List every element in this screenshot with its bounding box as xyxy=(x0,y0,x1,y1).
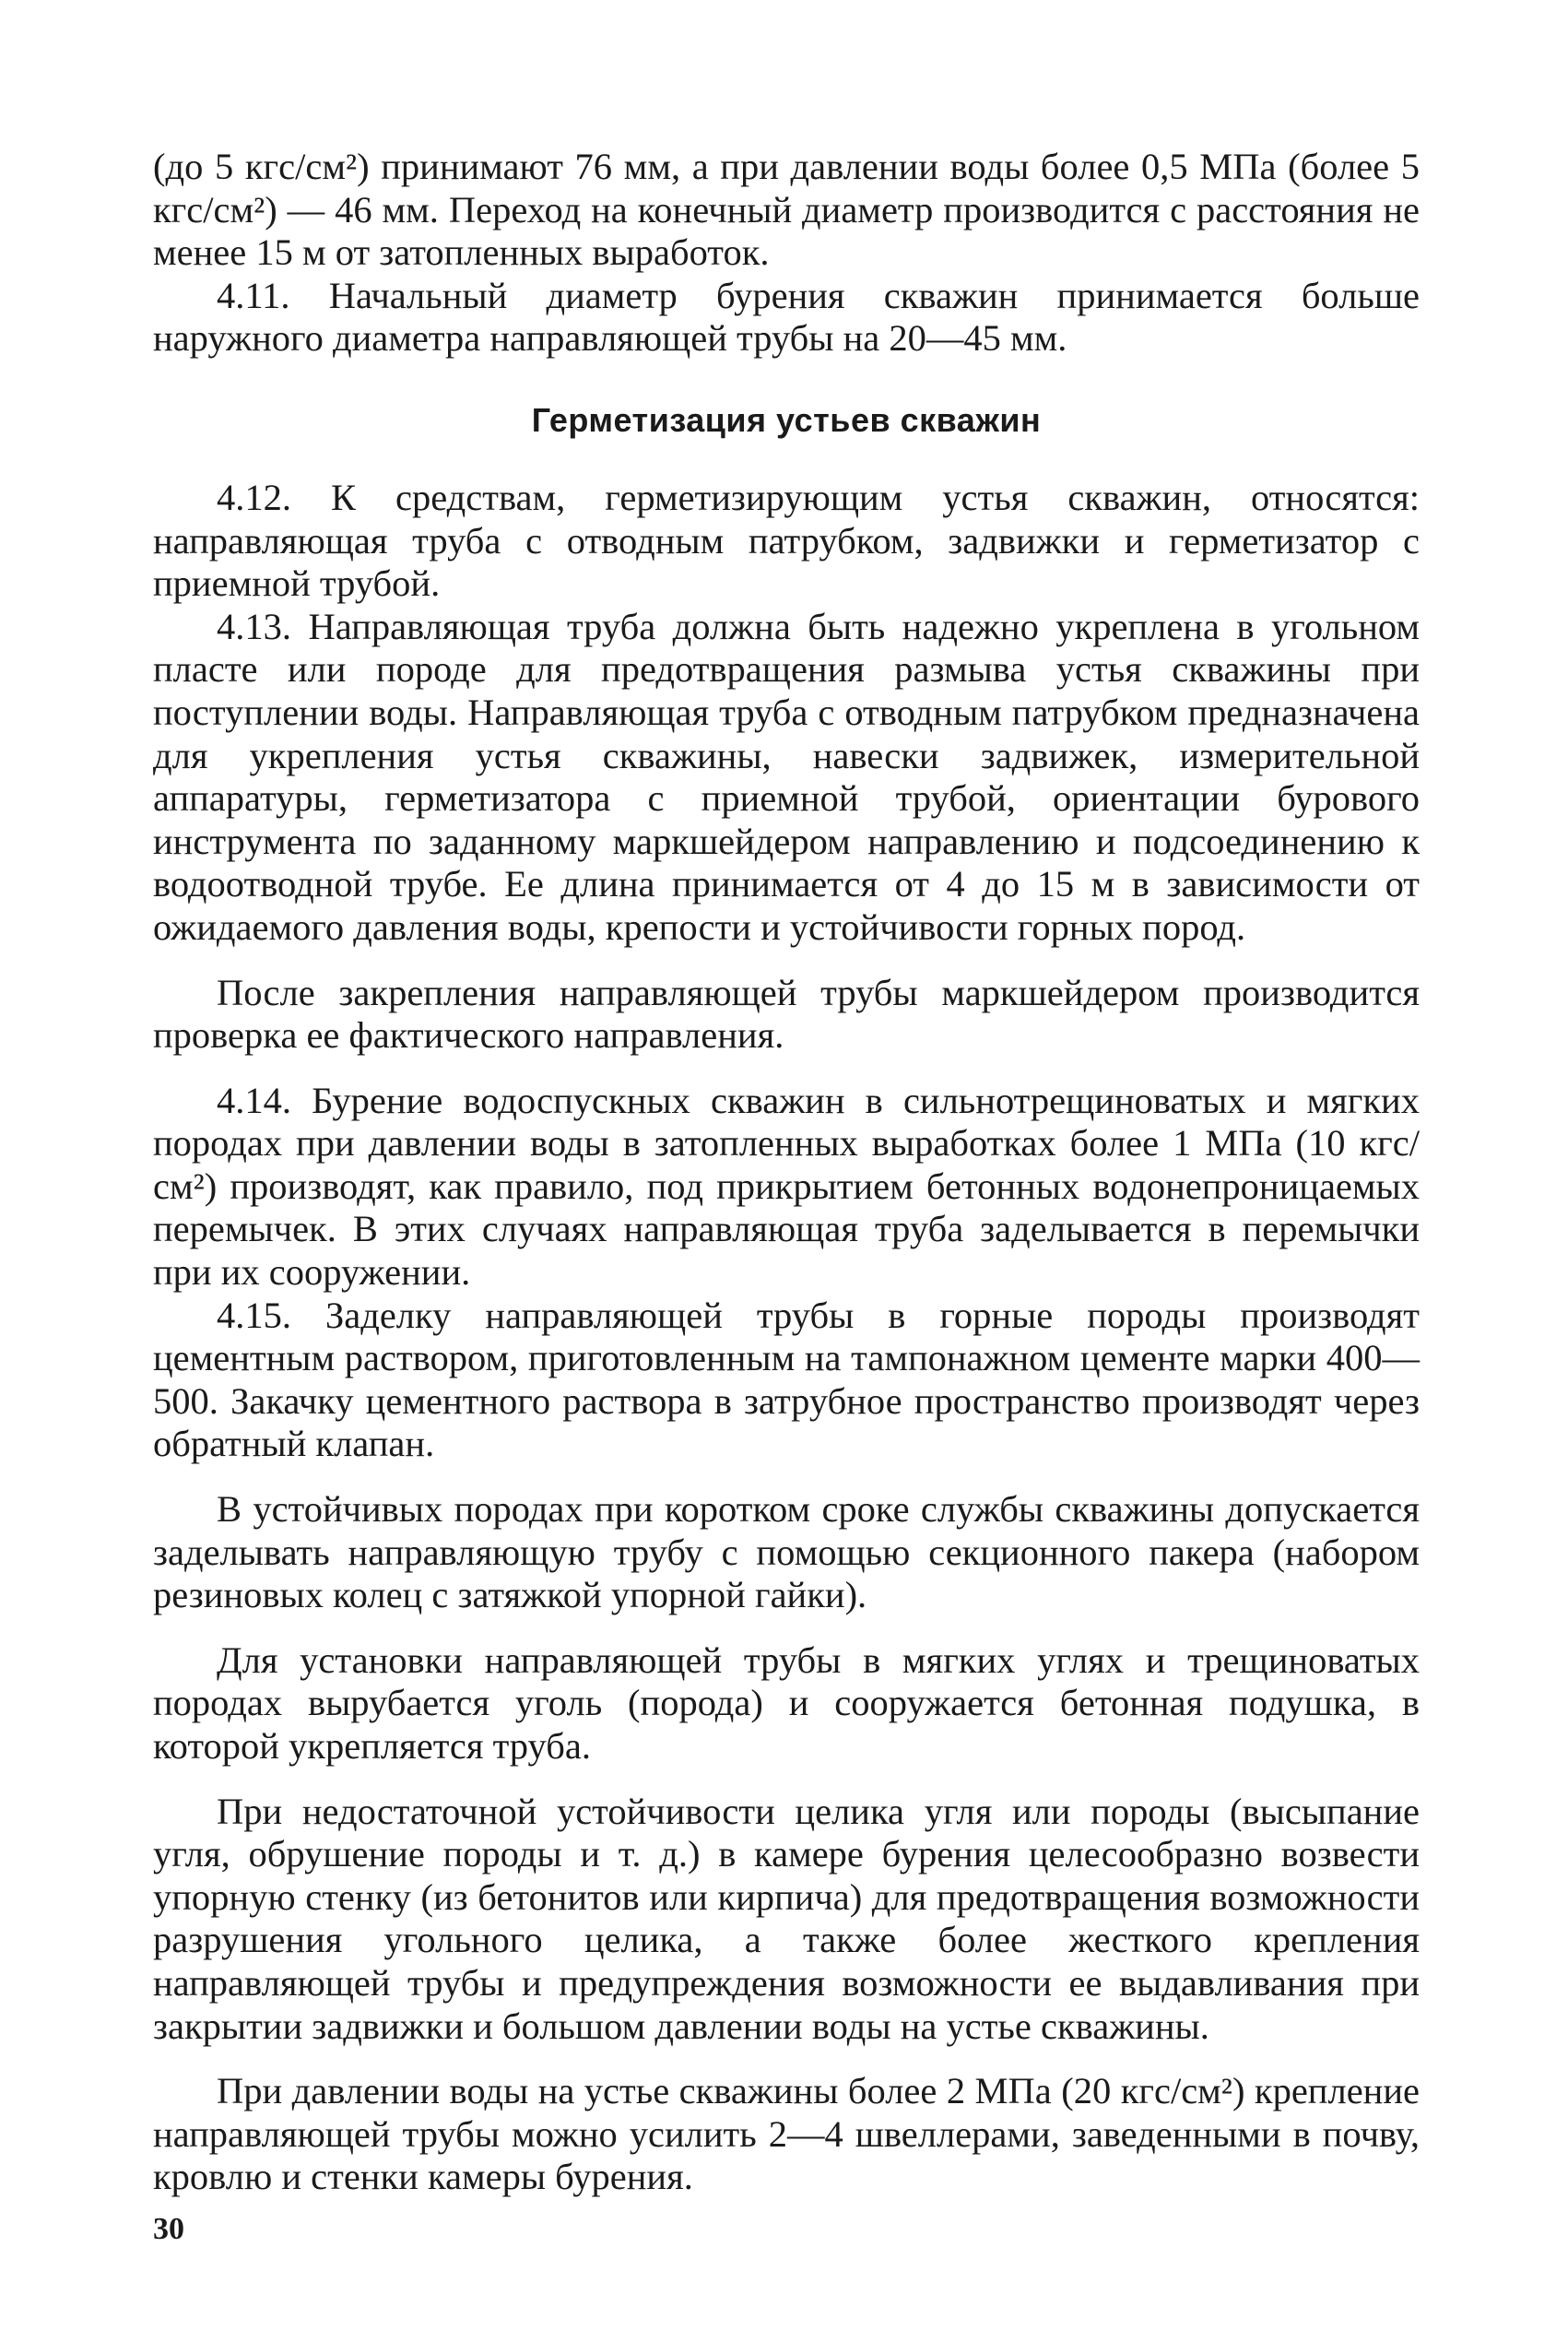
paragraph-continuation: (до 5 кгс/см²) принимают 76 мм, а при давлении воды более 0,5 МПа (более 5 кгс/см²) — 46 мм. Переход на конечный диаметр производится с расстояния не менее 15 м от затопленных выработок. xyxy=(153,146,1420,274)
paragraph-soft-coals: Для установки направляющей трубы в мягких углях и трещиноватых породах вырубается уголь (порода) и сооружается бетонная подушка, в которой укрепляется труба. xyxy=(153,1638,1420,1767)
paragraph-after-fixing: После закрепления направляющей трубы маркшейдером производится проверка ее фактического направления. xyxy=(153,971,1420,1057)
page-number: 30 xyxy=(153,2212,184,2246)
paragraph-4-14: 4.14. Бурение водоспускных скважин в сильнотрещиноватых и мягких породах при давлении воды в затопленных выработках более 1 МПа (10 кгс/см²) производят, как правило, под прикрытием бетонных водонепроницаемых перемычек. В этих случаях направляющая труба заделывается в перемычки при их сооружении. xyxy=(153,1079,1420,1294)
paragraph-4-13: 4.13. Направляющая труба должна быть надежно укреплена в угольном пласте или породе для предотвращения размыва устья скважины при поступлении воды. Направляющая труба с отводным патрубком предназначена для укрепления устья скважины, навески задвижек, измерительной аппаратуры, герметизатора с приемной трубой, ориентации бурового инструмента по заданному маркшейдером направлению и подсоединению к водоотводной трубе. Ее длина принимается от 4 до 15 м в зависимости от ожидаемого давления воды, крепости и устойчивости горных пород. xyxy=(153,605,1420,948)
paragraph-4-11: 4.11. Начальный диаметр бурения скважин принимается больше наружного диаметра направляющей трубы на 20—45 мм. xyxy=(153,274,1420,360)
paragraph-4-12: 4.12. К средствам, герметизирующим устья скважин, относятся: направляющая труба с отводным патрубком, задвижки и герметизатор с приемной трубой. xyxy=(153,476,1420,605)
paragraph-stable-rocks: В устойчивых породах при коротком сроке службы скважины допускается заделывать направляющую трубу с помощью секционного пакера (набором резиновых колец с затяжкой упорной гайки). xyxy=(153,1488,1420,1616)
paragraph-4-15: 4.15. Заделку направляющей трубы в горные породы производят цементным раствором, приготовленным на тампонажном цементе марки 400—500. Закачку цементного раствора в затрубное пространство производят через обратный клапан. xyxy=(153,1294,1420,1465)
page-body xyxy=(153,146,1420,2199)
paragraph-insufficient-stability: При недостаточной устойчивости целика угля или породы (высыпание угля, обрушение породы и т. д.) в камере бурения целесообразно возвести упорную стенку (из бетонитов или кирпича) для предотвращения возможности разрушения угольного целика, а также более жесткого крепления направляющей трубы и предупреждения возможности ее выдавливания при закрытии задвижки и большом давлении воды на устье скважины. xyxy=(153,1790,1420,2047)
paragraph-high-pressure: При давлении воды на устье скважины более 2 МПа (20 кгс/см²) крепление направляющей трубы можно усилить 2—4 швеллерами, заведенными в почву, кровлю и стенки камеры бурения. xyxy=(153,2070,1420,2198)
section-heading: Герметизация устьев скважин xyxy=(531,400,1042,439)
